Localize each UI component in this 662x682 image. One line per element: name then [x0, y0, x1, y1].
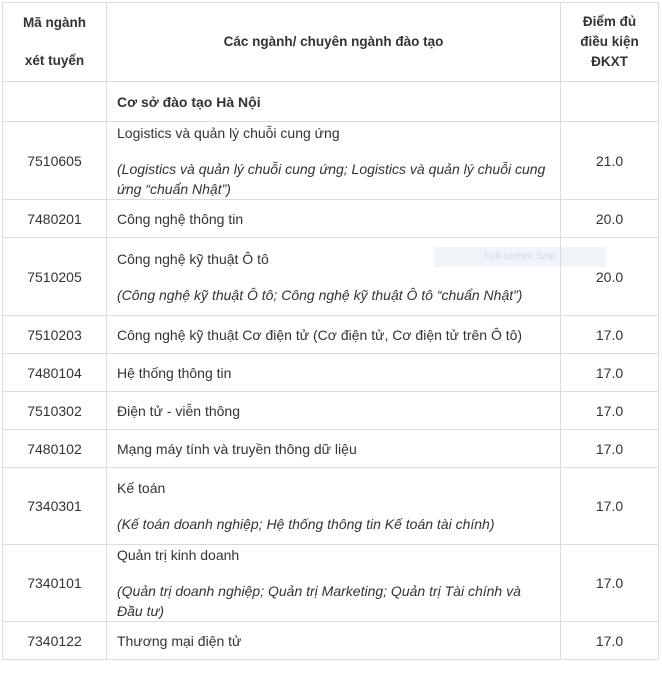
section-row [3, 82, 659, 122]
row-name: Kế toán [117, 480, 166, 496]
row-name: Hệ thống thông tin [107, 354, 561, 392]
row-name: Mạng máy tính và truyền thông dữ liệu [107, 430, 561, 468]
row-score: 17.0 [561, 468, 659, 545]
row-score: 17.0 [561, 354, 659, 392]
table-row [3, 122, 659, 200]
section-title: Cơ sở đào tạo Hà Nội [107, 82, 561, 122]
admission-scores-table [2, 2, 659, 660]
table-row [3, 392, 659, 430]
row-score: 17.0 [561, 392, 659, 430]
table-row [3, 545, 659, 622]
row-name-cell [107, 122, 561, 200]
header-code-line1: Mã ngành [23, 15, 86, 30]
row-code: 7510605 [3, 122, 107, 200]
row-score: 17.0 [561, 545, 659, 622]
row-subtitle: (Công nghệ kỹ thuật Ô tô; Công nghệ kỹ thuật Ô tô “chuẩn Nhật”) [117, 286, 523, 303]
row-name: Công nghệ thông tin [107, 200, 561, 238]
table-row [3, 430, 659, 468]
table-row [3, 316, 659, 354]
row-code: 7480102 [3, 430, 107, 468]
table-row [3, 468, 659, 545]
row-code: 7510302 [3, 392, 107, 430]
row-name: Điện tử - viễn thông [107, 392, 561, 430]
section-code-cell [3, 82, 107, 122]
row-code: 7510205 [3, 238, 107, 316]
snip-watermark: Full-screen Snip [434, 247, 606, 267]
row-code: 7510203 [3, 316, 107, 354]
row-score: 17.0 [561, 316, 659, 354]
row-score: 20.0 [561, 238, 659, 316]
row-name-cell [107, 468, 561, 545]
row-name-cell [107, 545, 561, 622]
header-score [561, 3, 659, 82]
row-score: 17.0 [561, 430, 659, 468]
row-subtitle: (Logistics và quản lý chuỗi cung ứng; Logistics và quản lý chuỗi cung ứng “chuẩn Nhật”) [117, 160, 546, 197]
table-row [3, 200, 659, 238]
row-score: 20.0 [561, 200, 659, 238]
row-name: Logistics và quản lý chuỗi cung ứng [117, 124, 340, 141]
section-score-cell [561, 82, 659, 122]
row-code: 7340122 [3, 622, 107, 660]
row-code: 7480104 [3, 354, 107, 392]
header-score-line2: điều kiện [580, 34, 639, 49]
header-name: Các ngành/ chuyên ngành đào tạo [107, 3, 561, 82]
row-score: 21.0 [561, 122, 659, 200]
header-code-line2: xét tuyển [24, 53, 85, 68]
row-name: Công nghệ kỹ thuật Cơ điện tử (Cơ điện tử, Cơ điện tử trên Ô tô) [107, 316, 561, 354]
row-score: 17.0 [561, 622, 659, 660]
row-name: Công nghệ kỹ thuật Ô tô [117, 250, 269, 267]
header-score-line3: ĐKXT [591, 54, 628, 69]
table-row [3, 622, 659, 660]
row-name: Thương mại điện tử [107, 622, 561, 660]
row-subtitle: (Quản trị doanh nghiệp; Quản trị Marketing; Quản trị Tài chính và Đầu tư) [117, 583, 521, 619]
row-subtitle: (Kế toán doanh nghiệp; Hệ thống thông tin Kế toán tài chính) [117, 516, 495, 532]
row-code: 7340101 [3, 545, 107, 622]
row-name: Quản trị kinh doanh [117, 547, 240, 563]
table-row [3, 354, 659, 392]
row-code: 7340301 [3, 468, 107, 545]
row-code: 7480201 [3, 200, 107, 238]
header-code [3, 3, 107, 82]
table-header-row [3, 3, 659, 82]
header-score-line1: Điểm đủ [582, 14, 637, 29]
